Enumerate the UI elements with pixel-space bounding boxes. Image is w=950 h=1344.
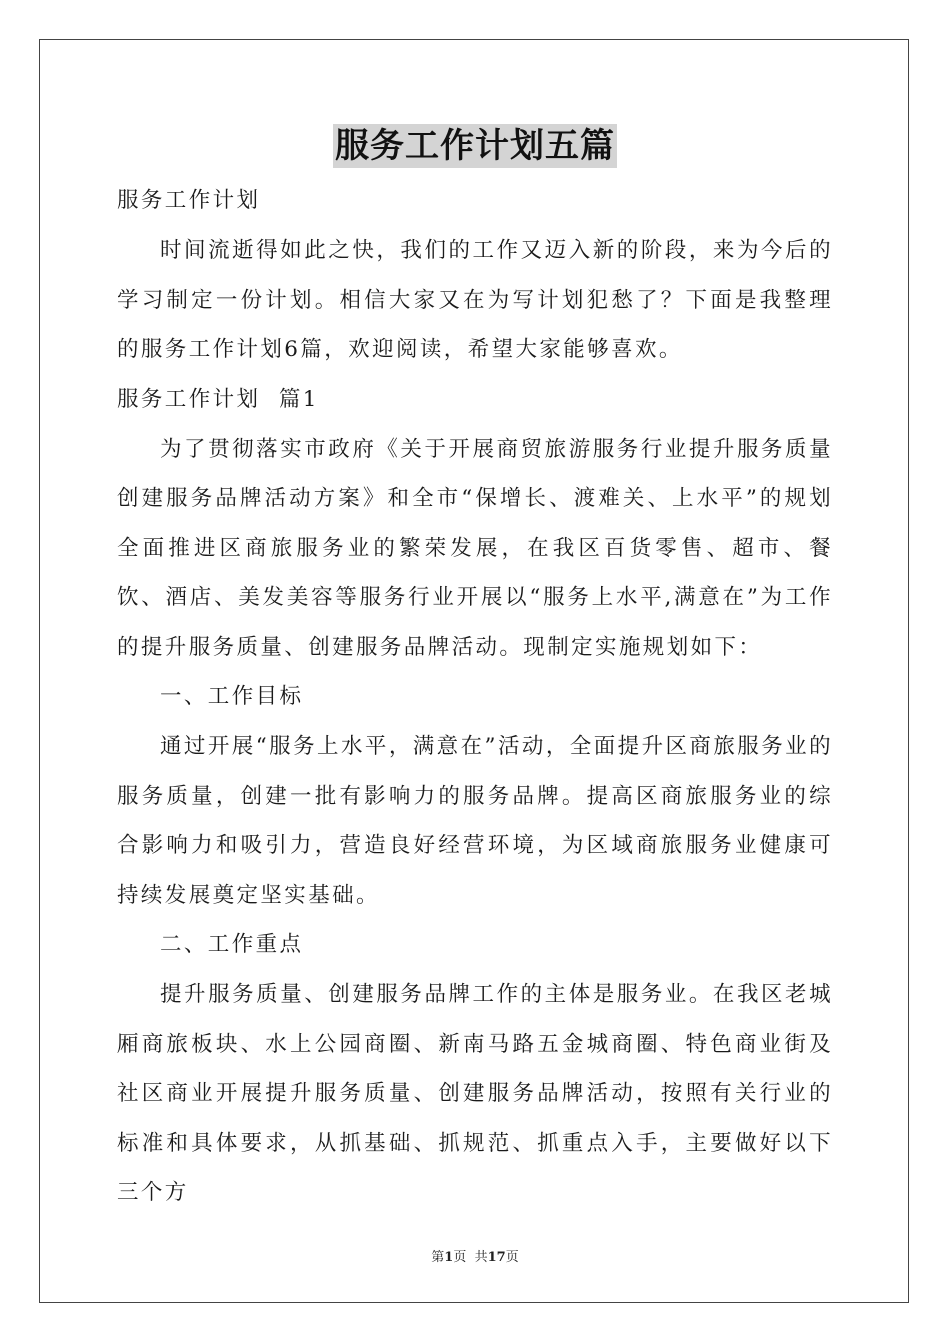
page-footer (0, 1246, 950, 1265)
heading-service-plan: 服务工作计划 (117, 188, 261, 213)
footer-total-pages: 17 (487, 1250, 506, 1265)
heading-part-1: 服务工作计划 篇1 (117, 386, 319, 412)
paragraph-3: 提升服务质量、创建服务品牌工作的主体是服务业。在我区老城厢商旅板块、水上公园商圈、新南马路五金城商圈、特色商业街及社区商业开展提升服务质量、创建服务品牌活动，按照有关行业的标准和具体要求，从抓基础、抓规范、抓重点入手，主要做好以下三个方 (117, 982, 833, 1205)
document-title-block (0, 124, 950, 168)
footer-page-number: 1 (444, 1250, 454, 1265)
paragraph-1: 为了贯彻落实市政府《关于开展商贸旅游服务行业提升服务质量创建服务品牌活动方案》和全市“保增长、渡难关、上水平”的规划全面推进区商旅服务业的繁荣发展，在我区百货零售、超市、餐饮、酒店、美发美容等服务行业开展以“服务上水平,满意在”为工作的提升服务质量、创建服务品牌活动。现制定实施规划如下： (117, 436, 833, 660)
footer-page-mid: 页 共 (453, 1250, 488, 1265)
section-heading-focus: 二、工作重点 (160, 932, 304, 957)
document-title: 服务工作计划五篇 (335, 126, 615, 166)
footer-page-suffix: 页 (505, 1250, 519, 1265)
footer-page-prefix: 第 (431, 1250, 445, 1265)
intro-paragraph: 时间流逝得如此之快，我们的工作又迈入新的阶段，来为今后的学习制定一份计划。相信大家又在为写计划犯愁了？下面是我整理的服务工作计划6篇，欢迎阅读，希望大家能够喜欢。 (117, 238, 833, 362)
section-heading-goals: 一、工作目标 (160, 684, 304, 709)
paragraph-2: 通过开展“服务上水平，满意在”活动，全面提升区商旅服务业的服务质量，创建一批有影响力的服务品牌。提高区商旅服务业的综合影响力和吸引力，营造良好经营环境，为区域商旅服务业健康可持续发展奠定坚实基础。 (117, 734, 833, 908)
document-body (117, 176, 833, 1218)
